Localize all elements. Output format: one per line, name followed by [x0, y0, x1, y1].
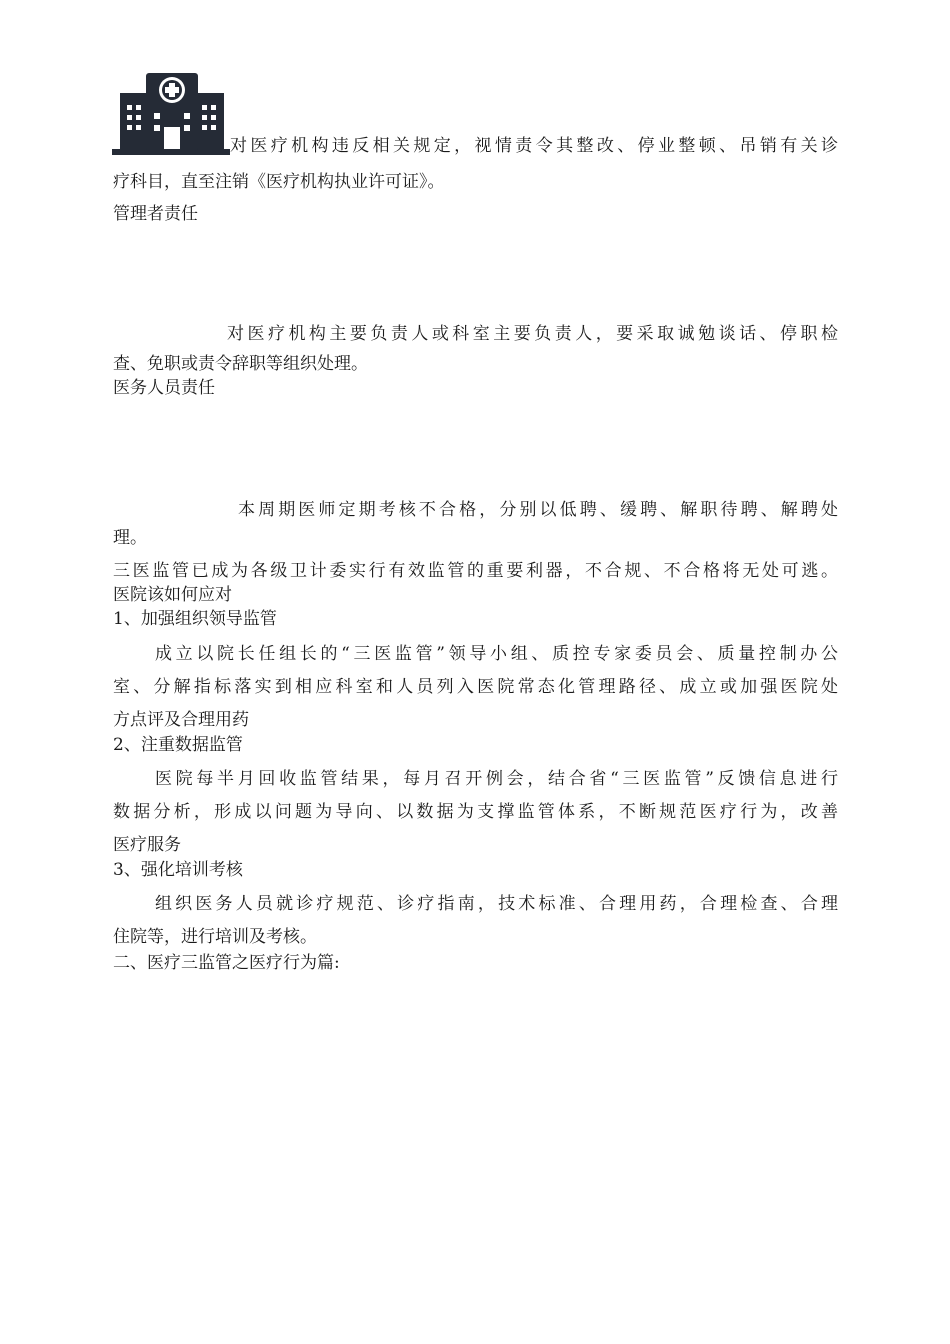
- measure-2-line-1: 医院每半月回收监管结果，每月召开例会，结合省“三医监管”反馈信息进行: [155, 769, 838, 789]
- measure-2-heading: 2、注重数据监管: [113, 735, 243, 755]
- measure-3-heading: 3、强化培训考核: [113, 860, 243, 880]
- institution-penalty-line-1: 对医疗机构违反相关规定，视情责令其整改、停业整顿、吊销有关诊: [230, 136, 838, 156]
- measure-1-heading: 1、加强组织领导监管: [113, 609, 277, 629]
- staff-penalty-line-2: 理。: [113, 528, 147, 548]
- measure-2-line-3: 医疗服务: [113, 835, 181, 855]
- staff-penalty-line-1: 本周期医师定期考核不合格，分别以低聘、缓聘、解职待聘、解聘处: [238, 500, 838, 520]
- manager-penalty-line-2: 查、免职或责令辞职等组织处理。: [113, 354, 368, 374]
- hospital-building-icon: [112, 73, 230, 157]
- measure-1-line-1: 成立以院长任组长的“三医监管”领导小组、质控专家委员会、质量控制办公: [155, 644, 838, 664]
- next-section-heading: 二、医疗三监管之医疗行为篇:: [113, 953, 340, 973]
- measure-1-line-3: 方点评及合理用药: [113, 710, 249, 730]
- manager-responsibility-heading: 管理者责任: [113, 204, 198, 224]
- institution-penalty-line-2: 疗科目，直至注销《医疗机构执业许可证》。: [113, 172, 445, 192]
- measure-2-line-2: 数据分析，形成以问题为导向、以数据为支撑监管体系，不断规范医疗行为，改善: [113, 802, 838, 822]
- summary-line-2: 医院该如何应对: [113, 585, 232, 605]
- summary-line-1: 三医监管已成为各级卫计委实行有效监管的重要利器，不合规、不合格将无处可逃。: [113, 561, 838, 581]
- measure-1-line-2: 室、分解指标落实到相应科室和人员列入医院常态化管理路径、成立或加强医院处: [113, 677, 838, 697]
- measure-3-line-1: 组织医务人员就诊疗规范、诊疗指南，技术标准、合理用药，合理检查、合理: [155, 894, 838, 914]
- measure-3-line-2: 住院等，进行培训及考核。: [113, 927, 317, 947]
- staff-responsibility-heading: 医务人员责任: [113, 378, 215, 398]
- manager-penalty-line-1: 对医疗机构主要负责人或科室主要负责人，要采取诚勉谈话、停职检: [227, 324, 838, 344]
